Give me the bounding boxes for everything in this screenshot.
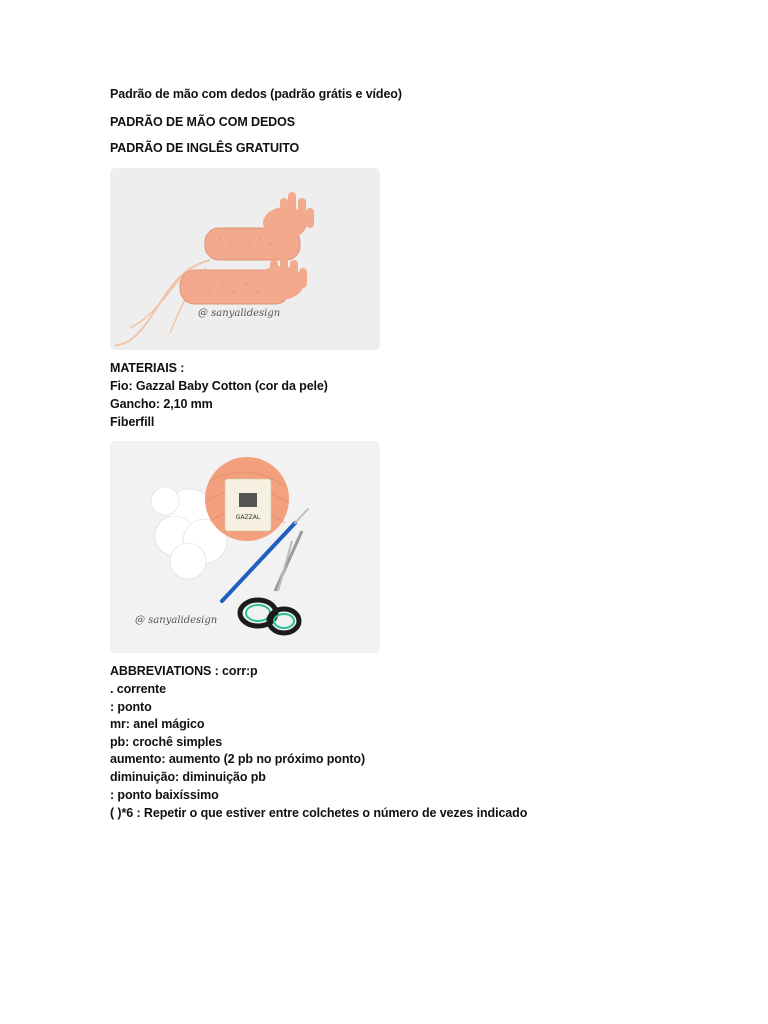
materials-filling: Fiberfill [110, 415, 155, 429]
crochet-hands-photo [110, 168, 380, 350]
heading-free-pattern: PADRÃO DE INGLÊS GRATUITO [110, 141, 300, 155]
abbr-item: ( )*6 : Repetir o que estiver entre colchetes o número de vezes indicado [110, 806, 528, 820]
abbr-item: : ponto [110, 700, 152, 714]
abbreviations-header: ABBREVIATIONS : corr:p [110, 664, 258, 678]
photo2-watermark: @ sanyalidesign [135, 615, 218, 626]
abbr-item: : ponto baixíssimo [110, 788, 219, 802]
abbr-item: pb: crochê simples [110, 735, 223, 749]
materials-photo [110, 441, 380, 653]
heading-hand-pattern: PADRÃO DE MÃO COM DEDOS [110, 115, 295, 129]
abbr-item: aumento: aumento (2 pb no próximo ponto) [110, 752, 366, 766]
abbr-item: mr: anel mágico [110, 717, 205, 731]
title-line: Padrão de mão com dedos (padrão grátis e vídeo) [110, 87, 402, 101]
abbr-item: diminuição: diminuição pb [110, 770, 266, 784]
materials-hook: Gancho: 2,10 mm [110, 397, 213, 411]
photo1-watermark: @ sanyalidesign [198, 308, 281, 319]
yarn-label: GAZZAL [235, 514, 261, 521]
materials-header: MATERIAIS : [110, 361, 185, 375]
materials-yarn: Fio: Gazzal Baby Cotton (cor da pele) [110, 379, 328, 393]
abbr-item: . corrente [110, 682, 166, 696]
